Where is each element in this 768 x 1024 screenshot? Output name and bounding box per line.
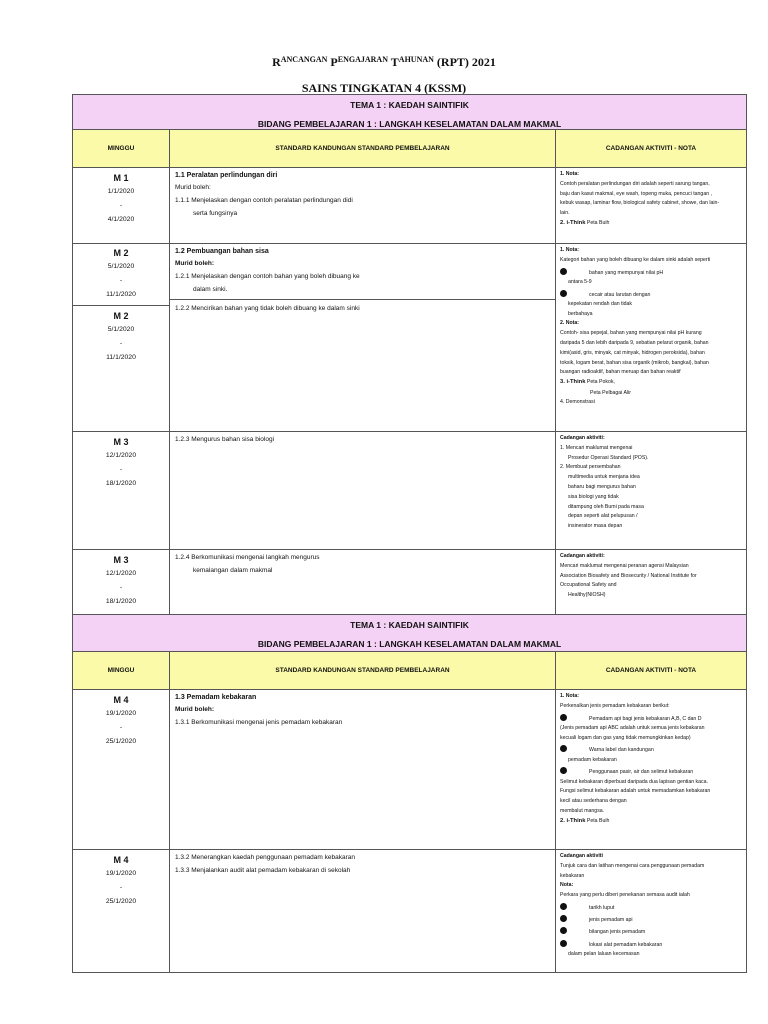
table-row (73, 550, 747, 615)
nota-cell: Cadangan aktiviti Tunjuk cara dan latihan mengenai cara penggunaan pemadam kebakaran Nota: Perkara yang perlu diberi penekanan semasa audit ialah tarikh luput jenis pemadam api bilangan jenis pemadam lokasi alat pemadam kebakaran dalam pelan laluan kecemasan (556, 850, 747, 973)
table-row (73, 432, 747, 550)
tema-band (73, 615, 747, 652)
table-row (73, 850, 747, 973)
table-row (73, 690, 747, 850)
standard-cell: 1.2 Pembuangan bahan sisa Murid boleh: 1.2.1 Menjelaskan dengan contoh bahan yang boleh dibuang ke dalam sinki. 1.2.2 Mencirikan bahan yang tidak boleh dibuang ke dalam sinki (170, 244, 556, 432)
bullet-icon (560, 915, 567, 922)
col-header-aktiviti: CADANGAN AKTIVITI - NOTA (556, 652, 747, 690)
col-header-aktiviti: CADANGAN AKTIVITI - NOTA (556, 130, 747, 168)
standard-cell: 1.2.4 Berkomunikasi mengenai langkah mengurus kemalangan dalam makmal (170, 550, 556, 615)
standard-cell: 1.3 Pemadam kebakaran Murid boleh: 1.3.1 Berkomunikasi mengenai jenis pemadam kebakaran (170, 690, 556, 850)
week-cell: M 1 1/1/2020 - 4/1/2020 (73, 168, 170, 244)
bullet-icon (560, 767, 567, 774)
tema-label: TEMA 1 : KAEDAH SAINTIFIK (350, 100, 469, 110)
table-row (73, 168, 747, 244)
week-cell: M 2 5/1/2020 - 11/1/2020 M 2 5/1/2020 - 11/1/2020 (73, 244, 170, 432)
bidang-label: BIDANG PEMBELAJARAN 1 : LANGKAH KESELAMATAN DALAM MAKMAL (257, 119, 562, 129)
week-cell: M 4 19/1/2020 - 25/1/2020 (73, 850, 170, 973)
tema-label: TEMA 1 : KAEDAH SAINTIFIK (350, 620, 469, 630)
standard-cell: 1.2.3 Mengurus bahan sisa biologi (170, 432, 556, 550)
table-row (73, 244, 747, 432)
week-cell: M 3 12/1/2020 - 18/1/2020 (73, 550, 170, 615)
col-header-standard: STANDARD KANDUNGAN STANDARD PEMBELAJARAN (170, 130, 556, 168)
bullet-icon (560, 940, 567, 947)
bullet-icon (560, 927, 567, 934)
rpt-table (72, 94, 747, 973)
nota-cell: 1. Nota: Contoh peralatan perlindungan diri adalah seperti sarung tangan, baju dan kasut makmal, eye wash, topeng muka, pencuci tangan , kebuk wasap, laminar flow, biological safety cabinet, showe, dan lain- lain. 2. i-Think Peta Buih (556, 168, 747, 244)
bullet-icon (560, 714, 567, 721)
nota-cell: 1. Nota: Kategori bahan yang boleh dibuang ke dalam sinki adalah seperti bahan yang mempunyai nilai pH antara 5-9 cecair atau larutan dengan kepekatan rendah dan tidak berbahaya 2. Nota: Contoh- sisa pepejal, bahan yang mempunyai nilai pH kurang daripada 5 dan lebih daripada 9, sebatian pelarut organik, bahan kimi(asid, gris, minyak, cat minyak, hidrogen peroksida), bahan toksik, logam berat, bahan sisa organik (mikrob, bangkai), bahan buangan radioaktif, bahan meruap dan bahan reaktif 3. i-Think Peta Pokok, Peta Pelbagai Alir 4. Demonstrasi (556, 244, 747, 432)
nota-cell: Cadangan aktiviti: Mencari maklumat mengenai peranan agensi Malaysian Association Biosafety and Biosecurity / National Institute for Occupational Safety and Healthy(NIOSH) (556, 550, 747, 615)
bullet-icon (560, 268, 567, 275)
col-header-standard: STANDARD KANDUNGAN STANDARD PEMBELAJARAN (170, 652, 556, 690)
bullet-icon (560, 745, 567, 752)
standard-cell: 1.1 Peralatan perlindungan diri Murid boleh: 1.1.1 Menjelaskan dengan contoh peralatan perlindungan didi serta fungsinya (170, 168, 556, 244)
nota-cell: 1. Nota: Perkenalkan jenis pemadam kebakaran berikut: Pemadam api bagi jenis kebakaran A,B, C dan D (Jenis pemadam api ABC adalah untuk semua jenis kebakaran kecuali logam dan gas yang tidak memungkinkan kedap) Warna label dan kandungan pemadam kebakaran Penggunaan pasir, air dan selimut kebakaran Selimut kebakaran diperbuat daripada dua lapisan gentian kaca. Fungsi selimut kebakaran adalah untuk memadamkan kebakaran kecil atau sederhana dengan membalut mangsa. 2. i-Think Peta Buih (556, 690, 747, 850)
week-cell: M 3 12/1/2020 - 18/1/2020 (73, 432, 170, 550)
tema-band (73, 95, 747, 130)
week-cell: M 4 19/1/2020 - 25/1/2020 (73, 690, 170, 850)
nota-cell: Cadangan aktiviti: 1. Mencari maklumat mengenai Prosedur Operasi Standard (POS). 2. Membuat persembahan multimedia untuk menjana idea baharu bagi mengurus bahan sisa biologi yang tidak ditampung oleh Bumi pada masa depan seperti alat pelupusan / insinerator masa depan (556, 432, 747, 550)
bidang-label: BIDANG PEMBELAJARAN 1 : LANGKAH KESELAMATAN DALAM MAKMAL (257, 639, 562, 649)
col-header-minggu: MINGGU (73, 130, 170, 168)
standard-cell: 1.3.2 Menerangkan kaedah penggunaan pemadam kebakaran 1.3.3 Menjalankan audit alat pemadam kebakaran di sekolah (170, 850, 556, 973)
document-subtitle: SAINS TINGKATAN 4 (KSSM) (301, 81, 467, 95)
col-header-minggu: MINGGU (73, 652, 170, 690)
bullet-icon (560, 290, 567, 297)
document-title: $R^{ANCANGAN}$ $P^{ENGAJARAN}$ $T^{AHUNAN}$ (RPT) 2021 (272, 55, 496, 69)
bullet-icon (560, 903, 567, 910)
